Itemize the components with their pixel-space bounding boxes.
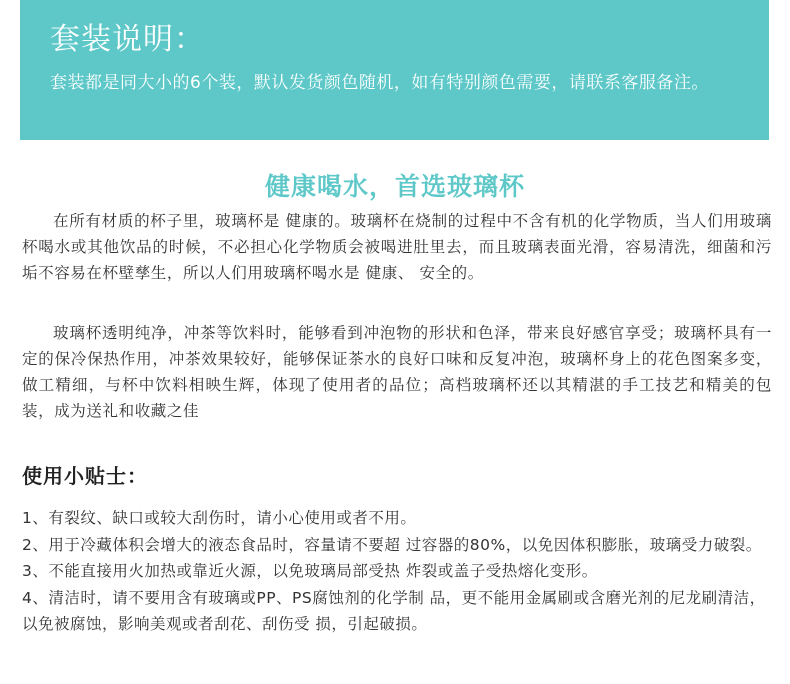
section-heading: 健康喝水，首选玻璃杯 <box>264 172 525 201</box>
tip-item: 3、不能直接用火加热或靠近火源，以免玻璃局部受热 炸裂或盖子受热熔化变形。 <box>22 562 598 580</box>
banner-text: 套装都是同大小的6个装，默认发货颜色随机，如有特别颜色需要，请联系客服备注。 <box>50 73 709 93</box>
tips-list <box>22 505 772 638</box>
tip-item: 4、清洁时，请不要用含有玻璃或PP、PS腐蚀剂的化学制 品，更不能用金属刷或含磨光剂的尼龙刷清洁，以免被腐蚀，影响美观或者刮花、刮伤受 损，引起破损。 <box>22 588 766 633</box>
set-description-banner <box>20 0 769 140</box>
tip-item: 2、用于冷藏体积会增大的液态食品时，容量请不要超 过容器的80%，以免因体积膨胀，玻璃受力破裂。 <box>22 535 762 554</box>
paragraph-health: 在所有材质的杯子里，玻璃杯是 健康的。玻璃杯在烧制的过程中不含有机的化学物质，当人们用玻璃杯喝水或其他饮品的时候，不必担心化学物质会被喝进肚里去，而且玻璃表面光滑，容易清洗，细菌和污垢不容易在杯壁孳生，所以人们用玻璃杯喝水是 健康、 安全的。 <box>22 212 772 282</box>
tips-heading: 使用小贴士： <box>22 464 148 488</box>
tip-item: 1、有裂纹、缺口或较大刮伤时，请小心使用或者不用。 <box>22 509 417 527</box>
paragraph-transparency: 玻璃杯透明纯净，冲茶等饮料时，能够看到冲泡物的形状和色泽，带来良好感官享受；玻璃杯具有一定的保冷保热作用，冲茶效果较好，能够保证茶水的良好口味和反复冲泡，玻璃杯身上的花色图案多变，做工精细，与杯中饮料相映生辉，体现了使用者的品位；高档玻璃杯还以其精湛的手工技艺和精美的包装，成为送礼和收藏之佳 <box>22 324 772 420</box>
banner-title: 套装说明： <box>50 22 205 57</box>
